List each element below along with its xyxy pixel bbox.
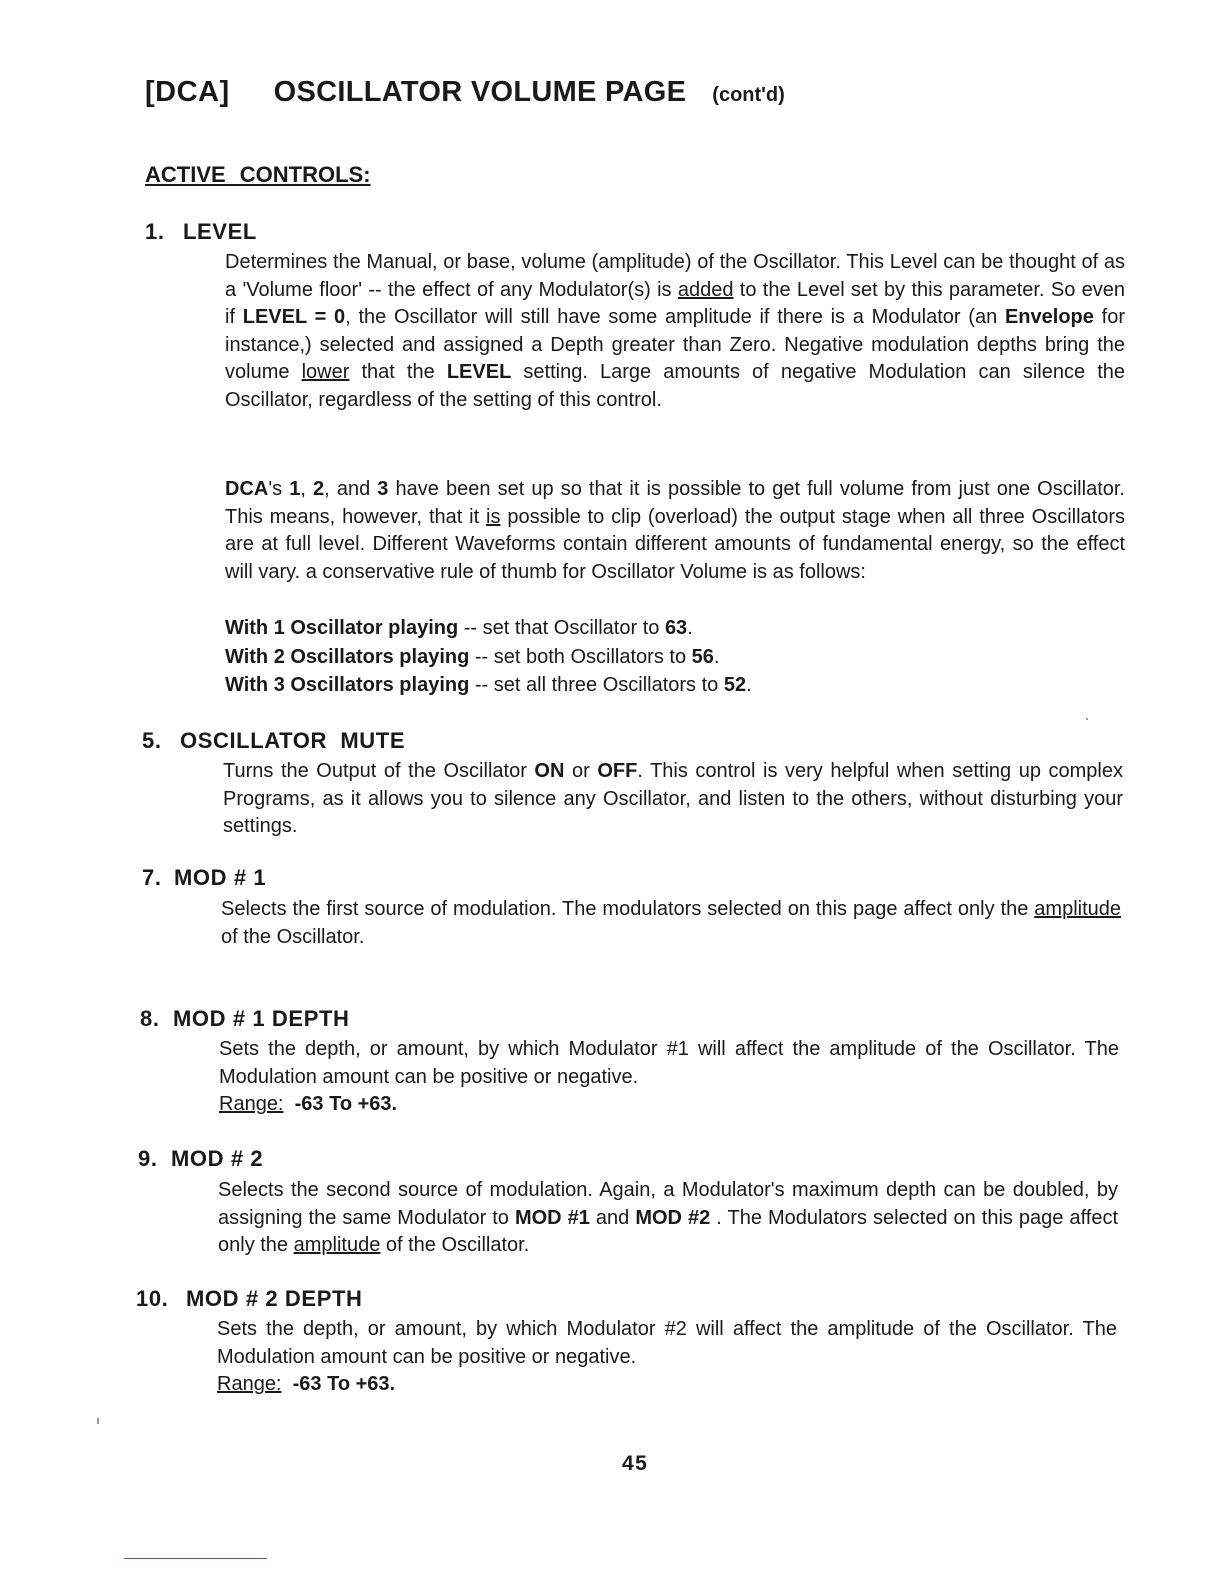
scan-speck xyxy=(1086,718,1088,720)
item-mod1-title xyxy=(142,865,266,891)
item-title-text: MOD # 1 xyxy=(174,865,267,890)
rule-one-oscillator: With 1 Oscillator playing -- set that Oscillator to 63. xyxy=(225,617,693,639)
item-mod2-title xyxy=(138,1146,263,1172)
item-level-body-2 xyxy=(225,476,1125,586)
item-number: 10. xyxy=(136,1286,169,1311)
footer-rule xyxy=(124,1558,267,1559)
scan-speck xyxy=(97,1418,99,1424)
rule-two-oscillators: With 2 Oscillators playing -- set both Oscillators to 56. xyxy=(225,645,720,668)
page-number: 45 xyxy=(622,1452,649,1475)
range-line: Range: -63 To +63. xyxy=(217,1373,396,1395)
volume-rules xyxy=(225,614,752,700)
level-paragraph-2: DCA's 1, 2, and 3 have been set up so that it is possible to get full volume from just one Oscillator. This means, however, that it is possible to clip (overload) the output stage when all three Oscillators are at full level. Different Waveforms contain different amounts of fundamental energy, so the effect will vary. a conservative rule of thumb for Oscillator Volume is as follows: xyxy=(225,478,1125,583)
item-number: 1. xyxy=(145,219,165,244)
item-mod2-depth-body: Sets the depth, or amount, by which Modulator #2 will affect the amplitude of the Oscillator. The Modulation amount can be positive or negative. Range: -63 To +63. xyxy=(217,1316,1117,1399)
item-mod2-body: Selects the second source of modulation. Again, a Modulator's maximum depth can be doubled, by assigning the same Modulator to MOD #1 and MOD #2 . The Modulators selected on this page affect only the amplitude of the Oscillator. xyxy=(218,1179,1119,1256)
level-paragraph-1: Determines the Manual, or base, volume (amplitude) of the Oscillator. This Level can be thought of as a 'Volume floor' -- the effect of any Modulator(s) is added to the Level set by this parameter. So even if LEVEL = 0, the Oscillator will still have some amplitude if there is a Modulator (an Envelope for instance,) selected and assigned a Depth greater than Zero. Negative modulation depths bring the volume lower that the LEVEL setting. Large amounts of negative Modulation can silence the Oscillator, regardless of the setting of this control. xyxy=(225,251,1125,411)
item-number: 8. xyxy=(140,1006,160,1031)
item-number: 5. xyxy=(142,728,162,753)
page-title xyxy=(145,76,785,109)
item-mute-body: Turns the Output of the Oscillator ON or OFF. This control is very helpful when setting up complex Programs, as it allows you to silence any Oscillator, and listen to the others, without disturbing your settings. xyxy=(223,760,1123,837)
item-mod1-body: Selects the first source of modulation. The modulators selected on this page affect only the amplitude of the Oscillator. xyxy=(221,898,1121,948)
item-title-text: MOD # 2 DEPTH xyxy=(186,1286,363,1311)
item-title-text: OSCILLATOR MUTE xyxy=(180,728,406,753)
item-level-body xyxy=(225,249,1125,414)
section-tag: [DCA] xyxy=(145,76,230,108)
item-mod1-depth-title xyxy=(140,1006,350,1032)
item-level-title xyxy=(145,219,257,245)
item-number: 7. xyxy=(142,865,162,890)
active-controls-heading: ACTIVE CONTROLS: xyxy=(145,162,371,187)
item-mute-title xyxy=(142,728,405,754)
item-mod1-depth-body: Sets the depth, or amount, by which Modulator #1 will affect the amplitude of the Oscillator. The Modulation amount can be positive or negative. Range: -63 To +63. xyxy=(219,1036,1119,1119)
item-title-text: LEVEL xyxy=(183,219,257,244)
range-line: Range: -63 To +63. xyxy=(219,1093,398,1115)
rule-three-oscillators: With 3 Oscillators playing -- set all three Oscillators to 52. xyxy=(225,674,752,696)
page-title-text: OSCILLATOR VOLUME PAGE xyxy=(273,76,687,108)
item-title-text: MOD # 2 xyxy=(171,1146,264,1171)
item-mod2-depth-title xyxy=(136,1286,363,1312)
continued-label: (cont'd) xyxy=(712,84,785,106)
item-number: 9. xyxy=(138,1146,158,1171)
item-title-text: MOD # 1 DEPTH xyxy=(173,1006,350,1031)
